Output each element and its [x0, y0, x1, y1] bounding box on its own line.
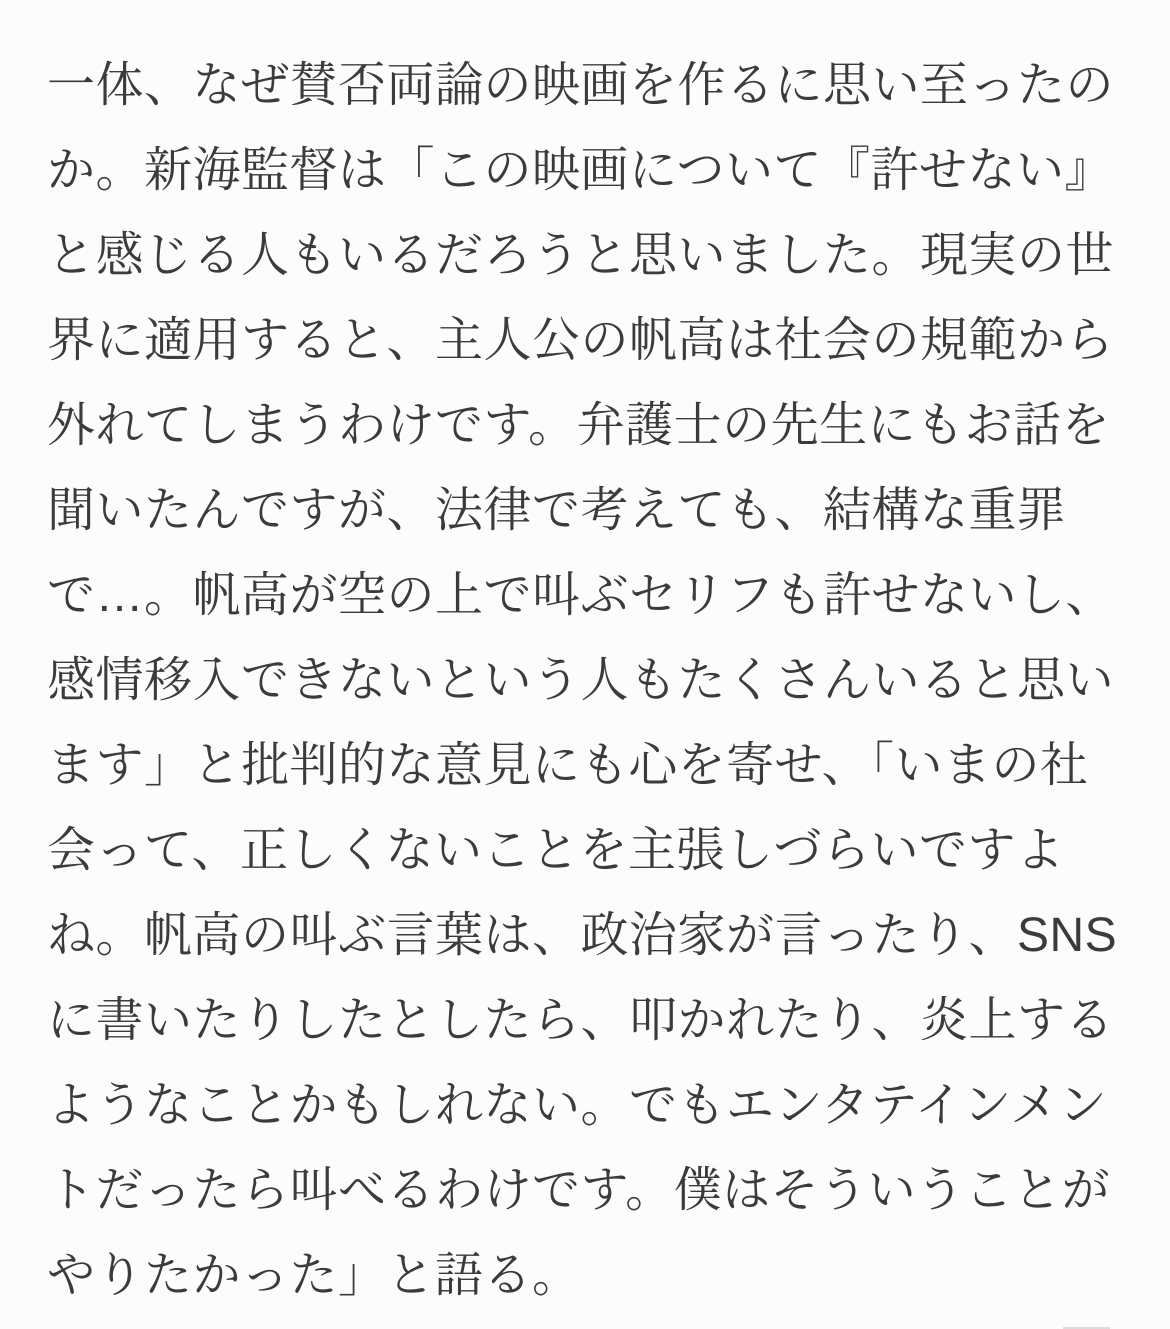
article-paragraph: 一体、なぜ賛否両論の映画を作るに思い至ったのか。新海監督は「この映画について『許せない』と感じる人もいるだろうと思いました。現実の世界に適用すると、主人公の帆高は社会の規範から外れてしまうわけです。弁護士の先生にもお話を聞いたんですが、法律で考えても、結構な重罪で…。帆高が空の上で叫ぶセリフも許せないし、感情移入できないという人もたくさんいると思います」と批判的な意見にも心を寄せ、「いまの社会って、正しくないことを主張しづらいですよね。帆高の叫ぶ言葉は、政治家が言ったり、SNSに書いたりしたとしたら、叩かれたり、炎上するようなことかもしれない。でもエンタテインメントだったら叫べるわけです。僕はそういうことがやりたかった」と語る。 — [47, 59, 1118, 1302]
